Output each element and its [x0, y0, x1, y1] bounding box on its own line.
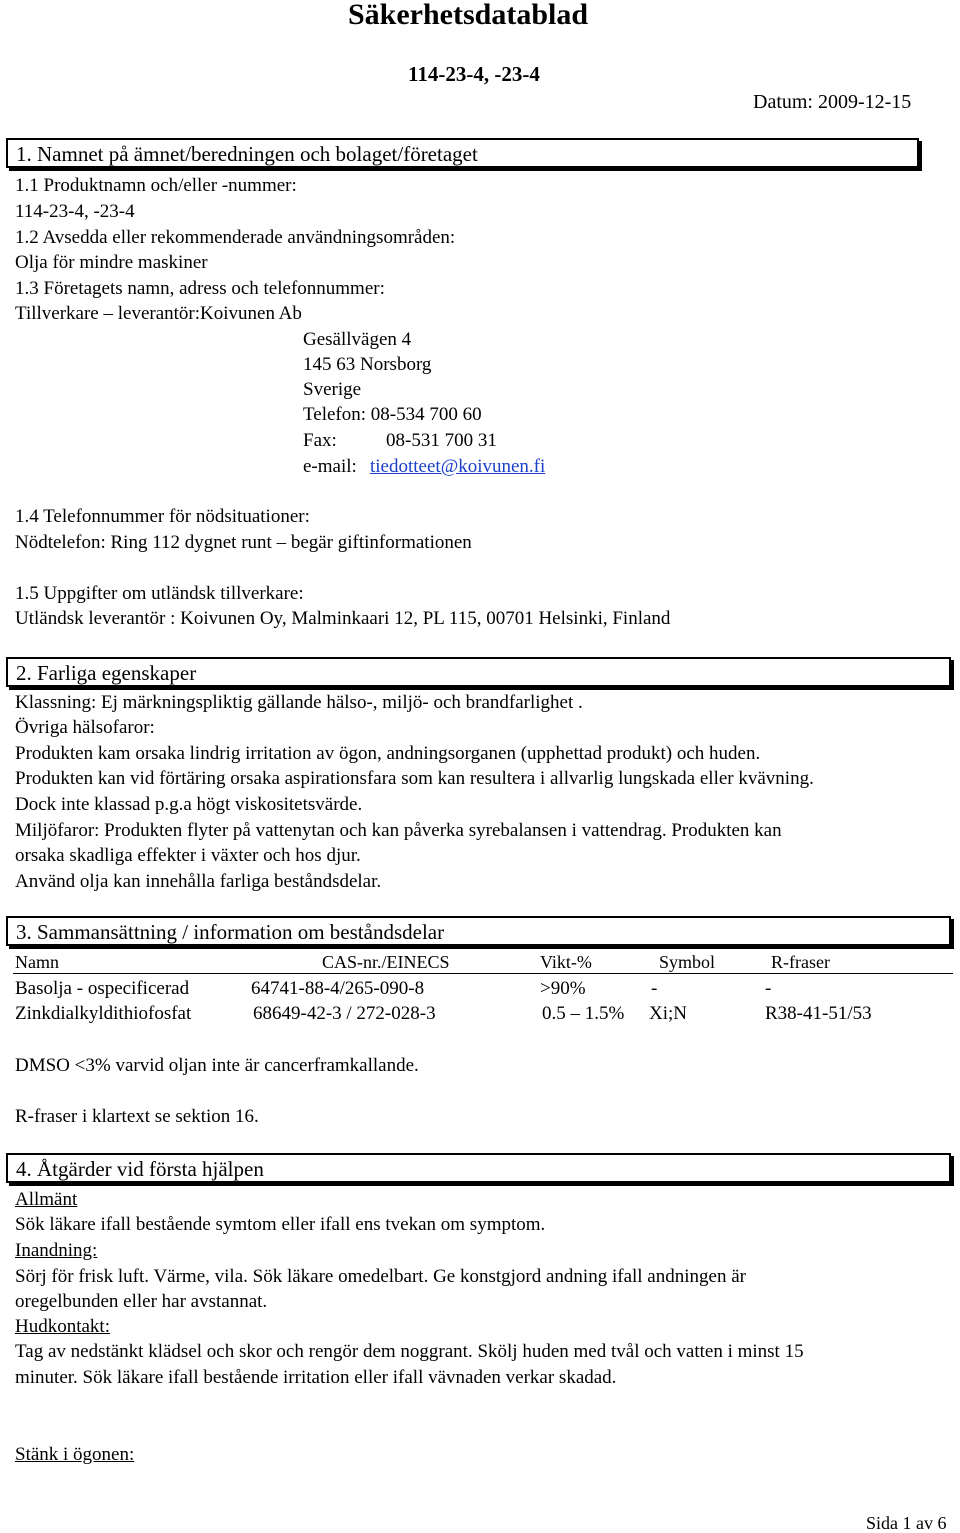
page-number: Sida 1 av 6 [866, 1513, 947, 1533]
address-city: 145 63 Norsborg [303, 354, 432, 375]
table-cell: 64741-88-4/265-090-8 [251, 978, 425, 999]
s2-line: Övriga hälsofaror: [15, 717, 155, 738]
table-cell: - [651, 978, 658, 999]
s4-skin-label: Hudkontakt: [15, 1316, 110, 1337]
s13-label: 1.3 Företagets namn, adress och telefonnummer: [15, 278, 385, 299]
s4-inhalation-label: Inandning: [15, 1240, 98, 1261]
table-cell: R38-41-51/53 [765, 1003, 872, 1024]
s15-label: 1.5 Uppgifter om utländsk tillverkare: [15, 583, 304, 604]
table-cell: Xi;N [649, 1003, 687, 1024]
s12-value: Olja för mindre maskiner [15, 252, 208, 273]
s2-line: Dock inte klassad p.g.a högt viskositetsvärde. [15, 794, 363, 815]
document-date: Datum: 2009-12-15 [753, 91, 912, 113]
address-street: Gesällvägen 4 [303, 329, 412, 350]
section-2-header-box [6, 657, 951, 687]
s4-inhalation-text: Sörj för frisk luft. Värme, vila. Sök läkare omedelbart. Ge konstgjord andning ifall andningen är [15, 1266, 746, 1287]
product-code: 114-23-4, -23-4 [408, 62, 540, 86]
email-link[interactable]: tiedotteet@koivunen.fi [370, 456, 546, 477]
section-4-heading: 4. Åtgärder vid första hjälpen [16, 1157, 264, 1181]
col-symbol: Symbol [659, 952, 716, 972]
document-title: Säkerhetsdatablad [348, 0, 589, 31]
col-cas: CAS-nr./EINECS [322, 952, 450, 972]
s2-line: orsaka skadliga effekter i växter och hos djur. [15, 845, 361, 866]
col-weight: Vikt-% [540, 952, 592, 972]
s3-note-dmso: DMSO <3% varvid oljan inte är cancerframkallande. [15, 1055, 419, 1076]
s12-label: 1.2 Avsedda eller rekommenderade användningsområden: [15, 227, 456, 248]
col-rphrases: R-fraser [771, 952, 830, 972]
s2-line: Produkten kam orsaka lindrig irritation av ögon, andningsorganen (upphettad produkt) och huden. [15, 743, 761, 764]
address-phone: Telefon: 08-534 700 60 [303, 404, 482, 425]
s4-skin-text: minuter. Sök läkare ifall bestående irritation eller ifall vävnaden verkar skadad. [15, 1367, 617, 1388]
section-1-header-box [6, 138, 919, 168]
section-3-heading: 3. Sammansättning / information om beståndsdelar [16, 920, 445, 944]
section-1-heading: 1. Namnet på ämnet/beredningen och bolaget/företaget [16, 142, 478, 166]
s4-general-label: Allmänt [15, 1189, 78, 1210]
table-cell: - [765, 978, 772, 999]
s2-line: Produkten kan vid förtäring orsaka aspirationsfara som kan resultera i allvarlig lungskada eller kvävning. [15, 768, 814, 789]
email-label: e-mail: [303, 456, 357, 477]
table-cell: 68649-42-3 / 272-028-3 [253, 1003, 436, 1024]
s4-inhalation-text: oregelbunden eller har avstannat. [15, 1291, 268, 1312]
s2-line: Använd olja kan innehålla farliga beståndsdelar. [15, 871, 382, 892]
s14-value: Nödtelefon: Ring 112 dygnet runt – begär giftinformationen [15, 532, 472, 553]
s11-value: 114-23-4, -23-4 [15, 201, 135, 222]
s11-label: 1.1 Produktnamn och/eller -nummer: [15, 175, 297, 196]
table-cell: 0.5 – 1.5% [542, 1003, 625, 1024]
s2-line: Miljöfaror: Produkten flyter på vattenytan och kan påverka syrebalansen i vattendrag. Produkten kan [15, 820, 782, 841]
s15-value: Utländsk leverantör : Koivunen Oy, Malminkaari 12, PL 115, 00701 Helsinki, Finland [15, 608, 671, 629]
s2-line: Klassning: Ej märkningspliktig gällande hälso-, miljö- och brandfarlighet . [15, 692, 583, 713]
s4-skin-text: Tag av nedstänkt klädsel och skor och rengör dem noggrant. Skölj huden med tvål och vatten i minst 15 [15, 1341, 804, 1362]
section-2-heading: 2. Farliga egenskaper [16, 661, 197, 685]
section-3-header-box [6, 916, 951, 946]
table-header-rule [13, 973, 953, 974]
section-4-header-box [6, 1153, 951, 1183]
col-name: Namn [15, 952, 59, 972]
address-country: Sverige [303, 379, 362, 400]
s13-company: Tillverkare – leverantör:Koivunen Ab [15, 303, 302, 324]
fax-value: 08-531 700 31 [386, 430, 497, 451]
s14-label: 1.4 Telefonnummer för nödsituationer: [15, 506, 310, 527]
table-cell: >90% [540, 978, 586, 999]
s3-note-rphrases: R-fraser i klartext se sektion 16. [15, 1106, 259, 1127]
table-cell: Zinkdialkyldithiofosfat [15, 1003, 192, 1024]
s4-general-text: Sök läkare ifall bestående symtom eller ifall ens tvekan om symptom. [15, 1214, 546, 1235]
fax-label: Fax: [303, 430, 337, 451]
s4-eye-label: Stänk i ögonen: [15, 1444, 135, 1465]
table-cell: Basolja - ospecificerad [15, 978, 190, 999]
